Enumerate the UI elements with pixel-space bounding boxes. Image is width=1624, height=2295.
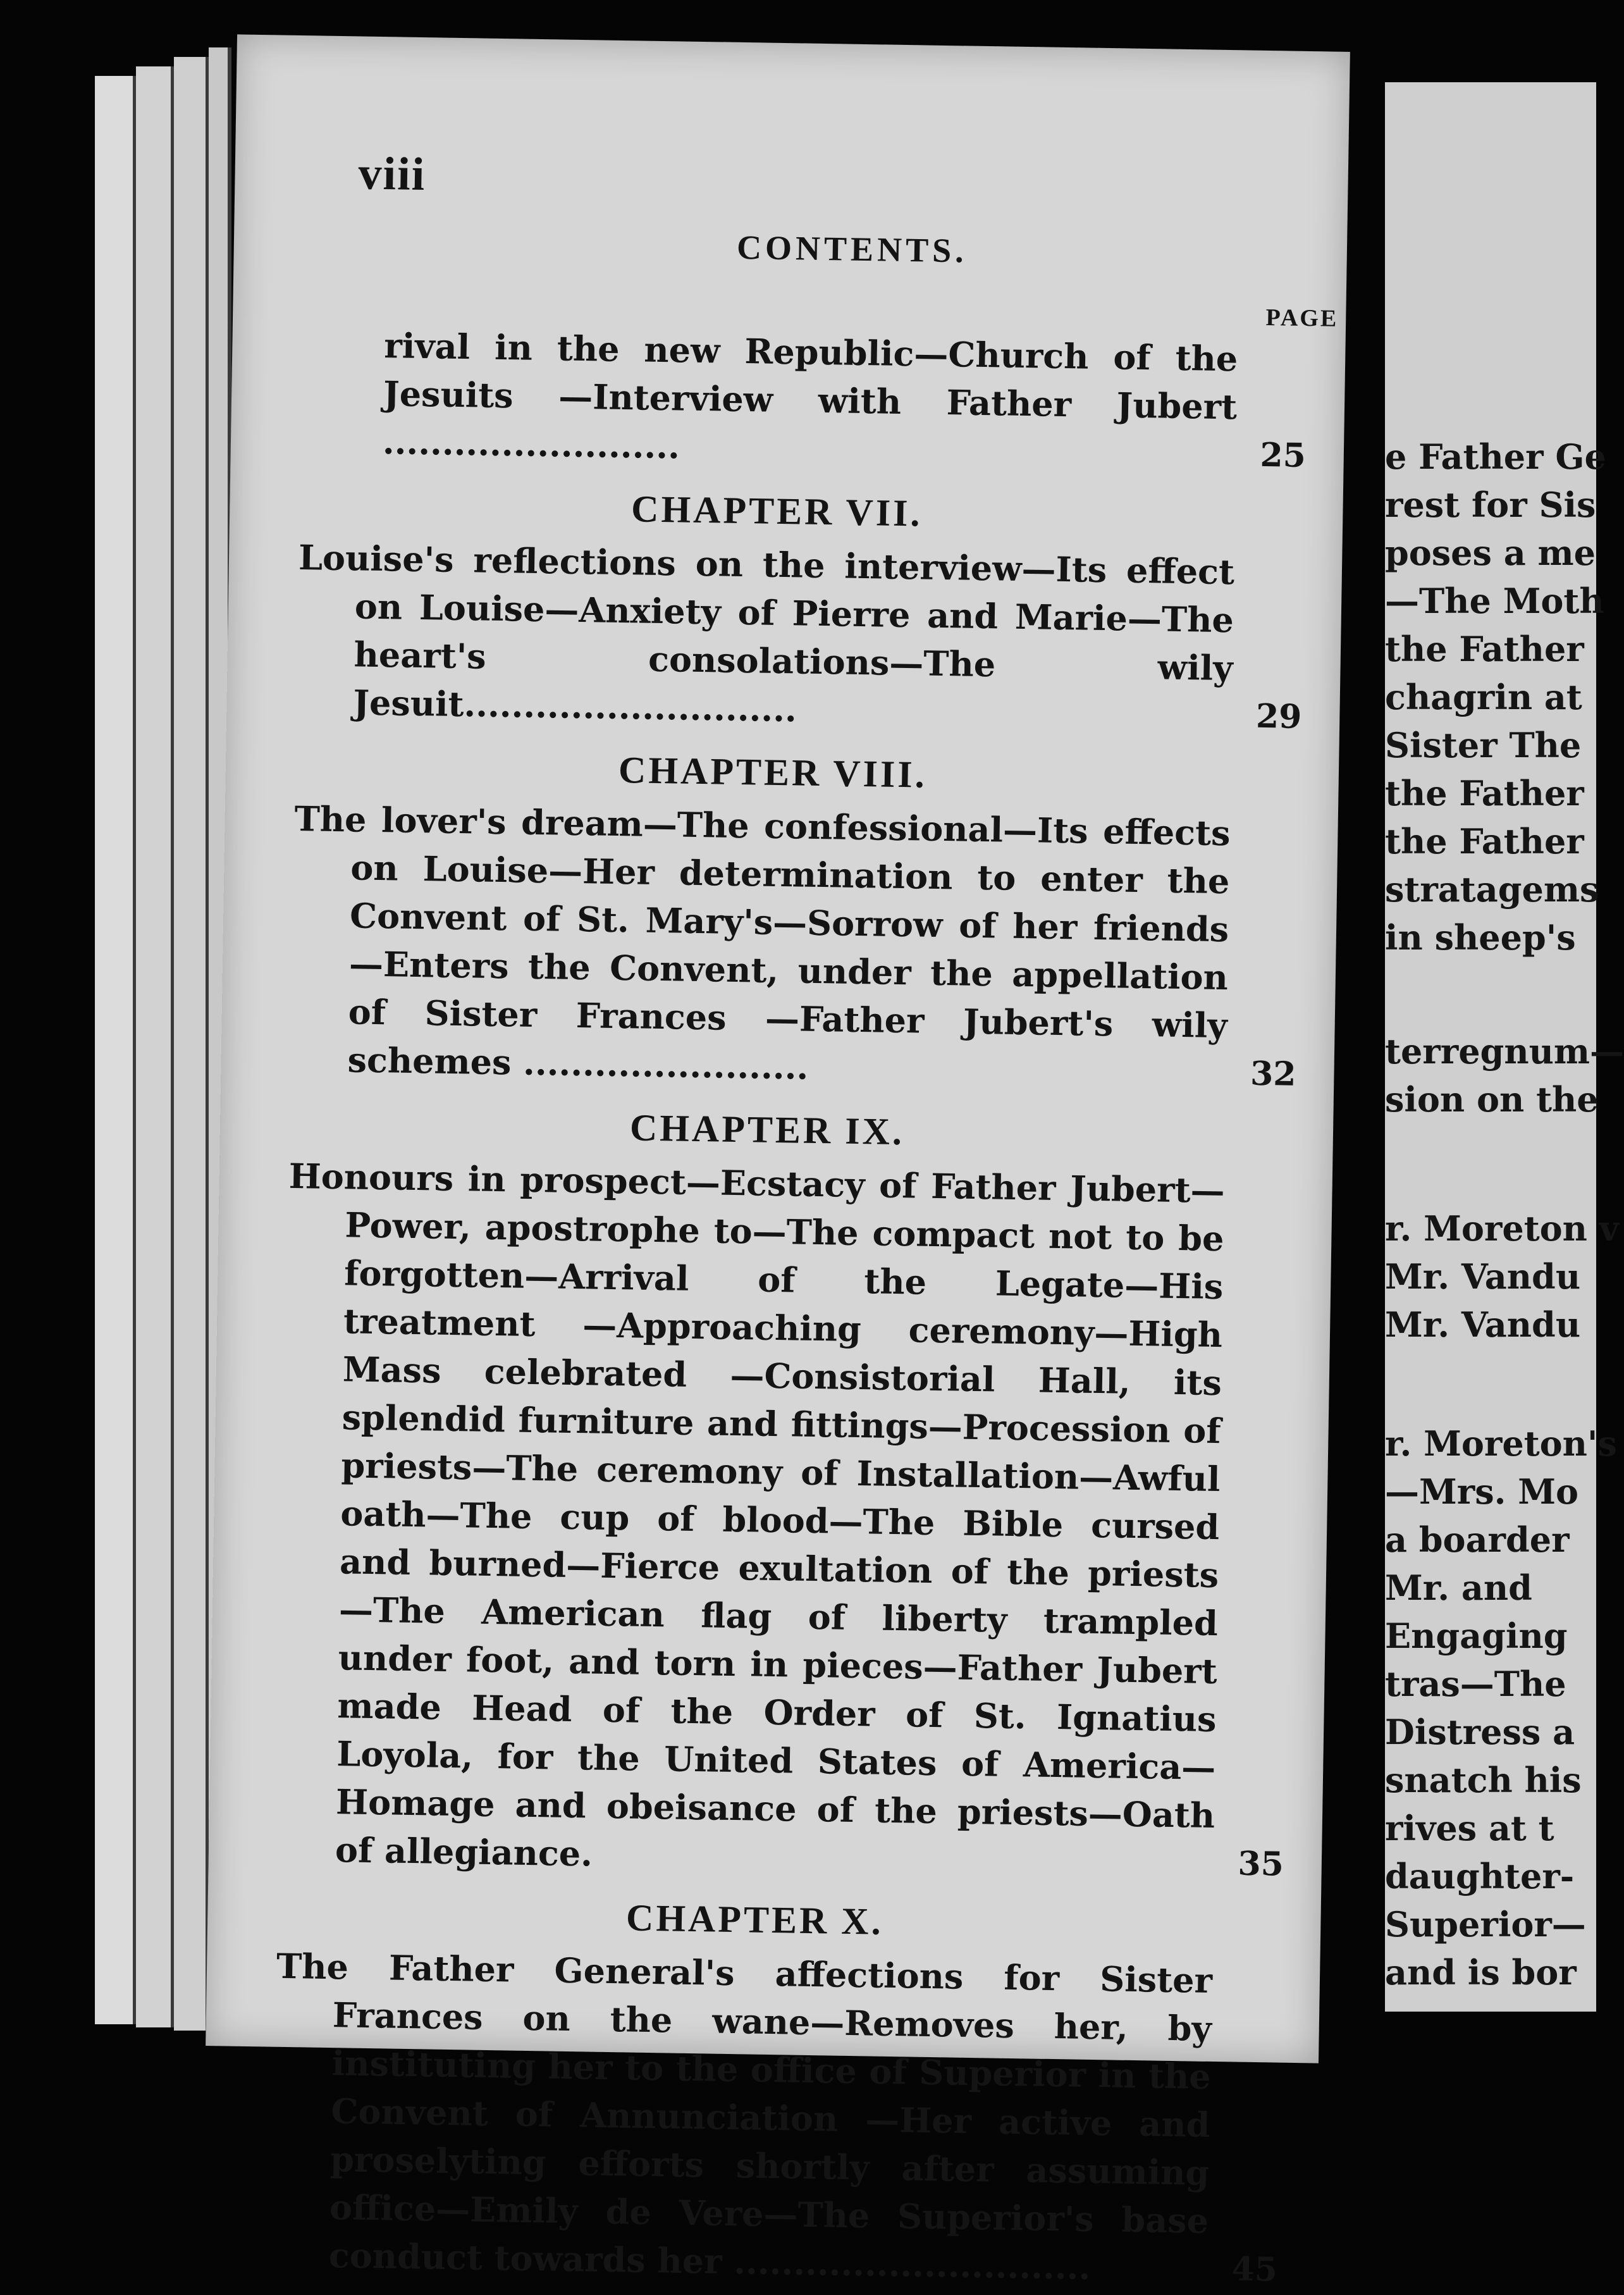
fragment-line: snatch his (1385, 1760, 1582, 1800)
toc-entry-text: The Father General's affections for Sister Frances on the wane—Removes her, by instituting her to the office of Superior in the Convent of Annunciation —Her active and proselyting efforts shortly after assuming office—Emily de Vere—The Superior's base conduct towards her .............................. (276, 1945, 1213, 2287)
fragment-line: Superior— (1385, 1904, 1586, 1945)
fragment-line: rives at t (1385, 1808, 1554, 1848)
toc-entry-text: The lover's dream—The confessional—Its effects on Louise—Her determination to enter the Convent of St. Mary's—Sorrow of her friends—Enters the Convent, under the appellation of Sister Frances —Father Jubert's wily schemes ........................ (294, 798, 1231, 1087)
toc-entry-text: Honours in prospect—Ecstacy of Father Jubert—Power, apostrophe to—The compact not to be forgotten—Arrival of the Legate—His treatment —Approaching ceremony—High Mass celebrated —Consistorial Hall, its splendid furniture and fittings—Procession of priests—The ceremony of Installation—Awful oath—The cup of blood—The Bible cursed and burned—Fierce exultation of the priests—The American flag of liberty trampled under foot, and torn in pieces—Father Jubert made Head of the Order of St. Ignatius Loyola, for the United States of America—Homage and obeisance of the priests—Oath of allegiance. (288, 1155, 1226, 1874)
toc-entry-text: Louise's reflections on the interview—Its effect on Louise—Anxiety of Pierre and Marie—The heart's consolations—The wily Jesuit............................ (298, 537, 1235, 730)
fragment-line: Mr. Vandu (1385, 1304, 1581, 1345)
fragment-line: the Father (1385, 821, 1584, 862)
fragment-line: stratagems (1385, 869, 1599, 910)
fragment-line: poses a me (1385, 533, 1596, 573)
page-column-label: PAGE (1265, 304, 1339, 332)
page-edge (136, 66, 175, 2027)
fragment-line: the Father (1385, 773, 1584, 813)
toc-entry (300, 320, 1307, 480)
toc-entry (271, 1942, 1282, 2294)
running-title: CONTENTS. (736, 228, 968, 270)
toc-entry-text: rival in the new Republic—Church of the Jesuits —Interview with Father Jubert ......................... (382, 325, 1238, 467)
fragment-line: in sheep's (1385, 917, 1576, 958)
fragment-line: Sister The (1385, 725, 1582, 765)
page-edge (95, 76, 137, 2024)
chapter-heading: CHAPTER X. (625, 1896, 884, 1943)
running-head (358, 147, 1349, 270)
fragment-line: Mr. and (1385, 1568, 1532, 1608)
fragment-line: Engaging (1385, 1616, 1568, 1656)
toc-entry-page: 35 (1238, 1844, 1284, 1884)
fragment-line: and is bor (1385, 1952, 1577, 1993)
fragment-line: chagrin at (1385, 677, 1582, 717)
contents-page (206, 34, 1350, 2289)
fragment-line: daughter- (1385, 1856, 1575, 1896)
fragment-line: Mr. Vandu (1385, 1256, 1581, 1297)
fragment-line: —Mrs. Mo (1385, 1471, 1579, 1512)
toc-entry-page: 45 (1231, 2249, 1278, 2289)
toc-entry (290, 795, 1300, 1099)
fragment-line: e Father Ge (1385, 436, 1606, 477)
toc-entry (296, 533, 1305, 741)
fragment-line: r. Moreton v (1385, 1208, 1620, 1249)
chapter-heading: CHAPTER VIII. (618, 748, 928, 796)
chapter-heading: CHAPTER VII. (631, 488, 923, 535)
fragment-line: tras—The (1385, 1664, 1566, 1704)
fragment-line: Distress a (1385, 1712, 1575, 1752)
toc-entry-page: 32 (1250, 1054, 1296, 1094)
toc-entry (278, 1152, 1295, 1889)
fragment-line: r. Moreton's (1385, 1423, 1617, 1464)
page-edge (174, 57, 209, 2031)
toc-entry-page: 25 (1259, 435, 1307, 475)
fragment-line: terregnum— (1385, 1031, 1624, 1072)
fragment-line: the Father (1385, 629, 1584, 669)
fragment-line: —The Moth (1385, 581, 1604, 621)
page-number: viii (358, 147, 426, 201)
fragment-line: rest for Sis (1385, 485, 1596, 525)
fragment-line: a boarder (1385, 1519, 1570, 1560)
chapter-heading: CHAPTER IX. (629, 1106, 905, 1153)
fragment-line: sion on the (1385, 1079, 1599, 1120)
toc-entry-page: 29 (1255, 696, 1302, 736)
facing-page-fragment (1385, 82, 1624, 2012)
table-of-contents (271, 320, 1307, 2294)
